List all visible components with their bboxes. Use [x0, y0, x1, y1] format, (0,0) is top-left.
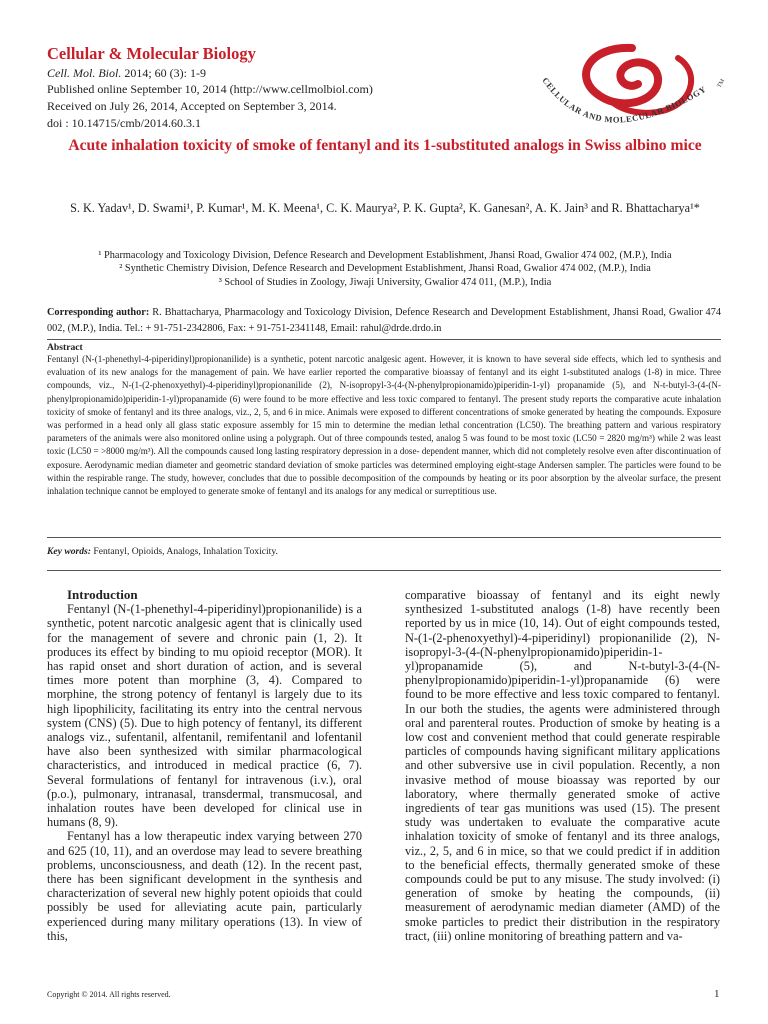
keywords — [47, 546, 278, 557]
corresponding-text: R. Bhattacharya, Pharmacology and Toxicology Division, Defence Research and Development Establishment, Jhansi Road, Gwalior 474 002, (M.P.), India. Tel.: + 91-751-2342806, Fax: + 91-751-2341148, Email: rahul@drde.drdo.in — [47, 307, 721, 334]
citation-volume: 2014; 60 (3): 1-9 — [121, 66, 206, 80]
affiliation-1: ¹ Pharmacology and Toxicology Division, Defence Research and Development Establishment, Jhansi Road, Gwalior 474 002, (M.P.), India — [98, 250, 672, 261]
divider — [47, 339, 721, 340]
citation-abbrev: Cell. Mol. Biol. — [47, 66, 122, 80]
paragraph: Fentanyl has a low therapeutic index varying between 270 and 625 (10, 11), and an overdose may lead to severe breathing problems, unconsciousness, and death (12). In the recent past, there has been significant development in the synthesis and characterization of several new highly potent opioids that could possibly be used for alleviating acute pain, particularly experienced during many military operations (13). In view of this, — [47, 829, 362, 943]
page-number: 1 — [714, 988, 720, 1000]
section-heading-introduction: Introduction — [67, 587, 138, 602]
journal-citation — [47, 66, 206, 81]
corresponding-author — [47, 305, 721, 336]
author-list: S. K. Yadav¹, D. Swami¹, P. Kumar¹, M. K. Meena¹, C. K. Maurya², P. K. Gupta², K. Ganesan², A. K. Jain³ and R. Bhattacharya¹* — [70, 201, 700, 215]
journal-logo — [528, 40, 740, 140]
published-online-line: Published online September 10, 2014 (http://www.cellmolbiol.com) — [47, 82, 373, 96]
logo-arc-text: CELLULAR AND MOLECULAR BIOLOGY — [540, 75, 708, 125]
affiliation-3: ³ School of Studies in Zoology, Jiwaji University, Gwalior 474 011, (M.P.), India — [218, 277, 552, 288]
paragraph: Fentanyl (N-(1-phenethyl-4-piperidinyl)propionanilide) is a synthetic, potent narcotic analgesic agent that is clinically used for the management of severe and chronic pain (1, 2). It produces its effect by binding to mu opioid receptor (MOR). It has rapid onset and short duration of action, and is several times more potent than morphine (3, 4). Compared to morphine, the strong potency of fentanyl is largely due to its high lipophilicity, facilitating its entry into the central nervous system (CNS) (5). Due to high potency of fentanyl, its different analogs viz., sufentanil, alfentanil, remifentanil and lofentanil have also been synthesized with similar pharmacological characteristics, and introduced in medical practice (6, 7). Several formulations of fentanyl for intravenous (i.v.), oral (p.o.), pulmonary, intranasal, transdermal, transmucosal, and inhalation routes have been developed for clinical use in humans (8, 9). — [47, 602, 362, 830]
article-title: Acute inhalation toxicity of smoke of fentanyl and its 1-substituted analogs in Swiss albino mice — [68, 137, 702, 154]
logo-tm: TM — [716, 78, 727, 89]
body-column-right — [405, 588, 720, 943]
affiliation-2: ² Synthetic Chemistry Division, Defence Research and Development Establishment, Jhansi Road, Gwalior 474 002, (M.P.), India — [119, 263, 651, 274]
received-accepted-line: Received on July 26, 2014, Accepted on September 3, 2014. — [47, 99, 337, 113]
divider — [47, 537, 721, 538]
keywords-label: Key words: — [47, 546, 91, 557]
keywords-text: Fentanyl, Opioids, Analogs, Inhalation Toxicity. — [90, 546, 278, 557]
body-column-left — [47, 588, 362, 943]
journal-name: Cellular & Molecular Biology — [47, 44, 256, 63]
abstract-text: Fentanyl (N-(1-phenethyl-4-piperidinyl)propionanilide) is a synthetic, potent narcotic analgesic agent. However, it is known to have several side effects, which led to synthesis and evaluation of its new analogs for the management of pain. We have earlier reported the comparative bioassay of fentanyl and its eight 1-substituted analogs (1-8) in mice. Three compounds, viz., N-(1-(2-phenoxyethyl)-4-piperidinyl)propionanilide (2), N-isopropyl-3-(4-(N-phenylpropionamido)piperidin-1-yl) propanamide (5), and N-t-butyl-3-(4-(N-phenylpropionamido)piperidin-1-yl)propanamide (6) were found to be more effective and less toxic compared to fentanyl. The present study reports the comparative acute inhalation toxicity of smoke of fentanyl and its three analogs, viz., 2, 5, and 6 in mice. Animals were exposed to different concentrations of smoke generated by heating the compounds. Exposure was performed in a head only all glass static exposure assembly for 15 min to determine the median lethal concentration (LC50). The breathing pattern and various respiratory parameters of the animals were also monitored online using a polygraph. Out of three compounds tested, analog 5 was found to be most toxic (LC50 = 2820 mg/m³) while 2 was least toxic (LC50 = >8000 mg/m³). All the compounds caused long lasting respiratory depression in a dose- dependent manner, which did not completely resolve even after discontinuation of exposure. Aerodynamic median diameter and geometric standard deviation of smoke particles was determined employing eight-stage Andersen sampler. The particles were found to be within the respirable range. The study, however, concludes that due to possible decomposition of the compounds by heating or its poor absorption by the alveolar surface, the present inhalation technique cannot be employed to generate smoke of fentanyl and its analogs for any medical or surreptitious use. — [47, 354, 721, 497]
abstract-heading: Abstract — [47, 342, 83, 353]
doi-line: doi : 10.14715/cmb/2014.60.3.1 — [47, 116, 201, 130]
corresponding-label: Corresponding author: — [47, 307, 150, 318]
divider — [47, 570, 721, 571]
copyright-notice: Copyright © 2014. All rights reserved. — [47, 990, 171, 999]
paragraph: comparative bioassay of fentanyl and its eight newly synthesized 1-substituted analogs (1-8) have recently been reported by us in mice (10, 14). Out of eight compounds tested, N-(1-(2-phenoxyethyl)-4-piperidinyl) propionanilide (2), N-isopropyl-3-(4-(N-phenylpropionamido)piperidin-1-yl)propanamide (5), and N-t-butyl-3-(4-(N-phenylpropionamido)piperidin-1-yl)propanamide (6) were found to be more effective and less toxic compared to fentanyl. In our both the studies, the agents were administered through oral and parenteral routes. Production of smoke by heating is a low cost and convenient method that could generate respirable particles of compounds having significant military applications and other subversive use in civil population. Recently, a non invasive method of mouse bioassay was reported by our laboratory, where thermally generated smoke of active ingredients of tear gas munitions was used (15). The present study was undertaken to evaluate the comparative acute inhalation toxicity of smoke of fentanyl and its three analogs, viz., 2, 5, and 6 in mice, so that we could predict if in addition to the beneficial effects, thermally generated smoke of these compounds could be put to any misuse. The study involved: (i) generation of smoke by heating the compounds, (ii) measurement of aerodynamic median diameter (AMD) of the smoke particles to predict their distribution in the respiratory tract, (iii) online monitoring of breathing pattern and va- — [405, 588, 720, 943]
logo-swirl-outer — [586, 48, 658, 103]
